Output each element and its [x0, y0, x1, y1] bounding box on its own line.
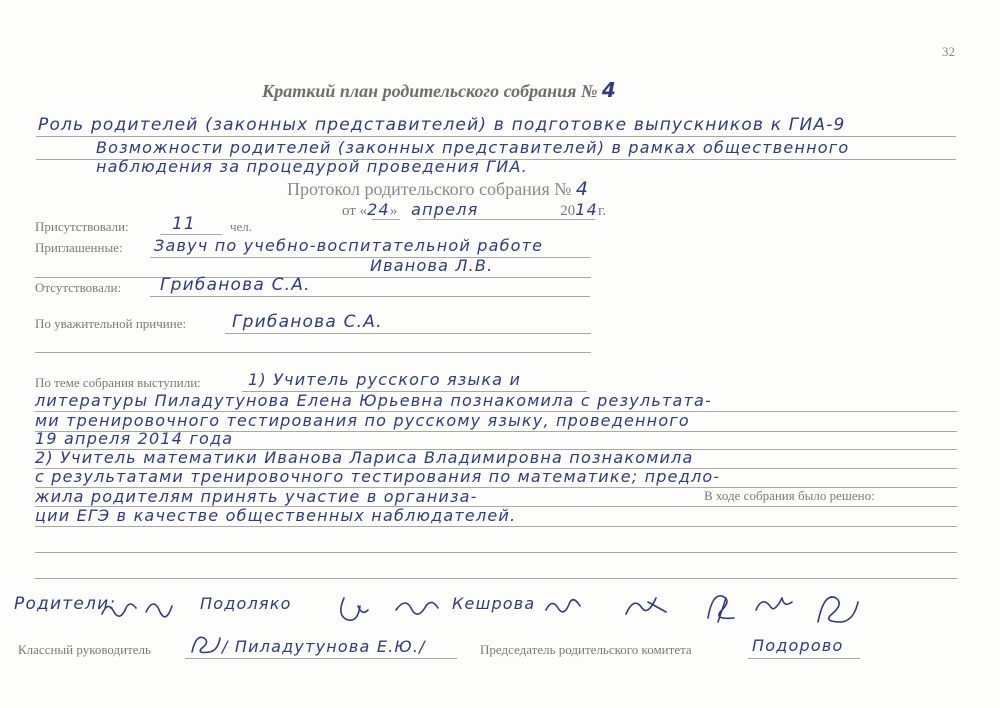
- rule: [35, 352, 591, 353]
- present-label: Присутствовали:: [35, 219, 129, 234]
- rule: [185, 658, 457, 659]
- speakers-label: По теме собрания выступили:: [35, 375, 201, 390]
- topic-line-3: наблюдения за процедурой проведения ГИА.: [96, 157, 528, 176]
- invited-label: Приглашенные:: [35, 240, 123, 255]
- absent-value: Грибанова С.А.: [160, 275, 311, 295]
- rule: [150, 296, 590, 297]
- topic-line-2: Возможности родителей (законных представителей) в рамках общественного: [96, 138, 850, 157]
- invited-line-2: Иванова Л.В.: [370, 256, 494, 275]
- speakers-line-2: ми тренировочного тестирования по русскому языку, проведенного: [35, 411, 690, 430]
- rule: [225, 333, 591, 334]
- speakers-last-line: ции ЕГЭ в качестве общественных наблюдателей.: [35, 506, 517, 525]
- date-month: апреля: [411, 200, 479, 219]
- plan-number: 4: [601, 78, 618, 102]
- rule: [748, 658, 860, 659]
- rule: [417, 219, 595, 220]
- protocol-title: [287, 178, 589, 200]
- absent-label: Отсутствовали:: [35, 280, 122, 295]
- speakers-line-6: жила родителям принять участие в организа-: [35, 487, 478, 506]
- parents-label: Родители:: [14, 594, 117, 614]
- date-mid: »: [389, 203, 398, 219]
- plan-title: [262, 78, 617, 102]
- date-year-suffix: 14: [575, 200, 598, 219]
- date-prefix: от «: [342, 203, 368, 219]
- protocol-date: [342, 200, 606, 220]
- present-unit: чел.: [230, 219, 253, 234]
- excused-label: По уважительной причине:: [35, 316, 187, 331]
- rule: [35, 526, 957, 527]
- rule: [160, 234, 222, 235]
- decision-label: В ходе собрания было решено:: [704, 488, 875, 503]
- present-value: 11: [172, 214, 197, 234]
- speakers-line-1: литературы Пиладутунова Елена Юрьевна познакомила с результата-: [35, 391, 712, 410]
- parents-signatures-image: [96, 588, 966, 634]
- class-teacher-signature-image: [188, 630, 222, 660]
- plan-title-text: Краткий план родительского собрания №: [262, 81, 598, 101]
- committee-chair-label: Председатель родительского комитета: [480, 642, 692, 657]
- speakers-line-3: 19 апреля 2014 года: [35, 429, 234, 448]
- protocol-number: 4: [575, 178, 590, 200]
- topic-line-1: Роль родителей (законных представителей) в подготовке выпускников к ГИА-9: [38, 115, 846, 135]
- speakers-line-5: с результатами тренировочного тестирования по математике; предло-: [35, 467, 721, 486]
- speakers-line-4: 2) Учитель математики Иванова Лариса Владимировна познакомила: [35, 448, 694, 467]
- committee-chair-value: Подорово: [752, 636, 844, 655]
- speakers-first-line: 1) Учитель русского языка и: [248, 370, 522, 389]
- class-teacher-value: / Пиладутунова Е.Ю./: [222, 637, 426, 656]
- parent-name-1: Подоляко: [200, 594, 292, 613]
- protocol-title-text: Протокол родительского собрания №: [287, 179, 572, 199]
- rule: [35, 277, 591, 278]
- date-day: 24: [367, 200, 390, 219]
- page-number: 32: [942, 44, 955, 59]
- date-end: г.: [597, 203, 607, 219]
- excused-value: Грибанова С.А.: [232, 312, 383, 332]
- date-year-prefix: 20: [560, 203, 576, 219]
- rule: [35, 578, 957, 579]
- class-teacher-label: Классный руководитель: [18, 642, 151, 657]
- rule: [372, 219, 400, 220]
- invited-line-1: Завуч по учебно-воспитательной работе: [154, 236, 544, 255]
- rule: [36, 136, 956, 137]
- parent-name-2: Кешрова: [452, 594, 536, 613]
- rule: [35, 552, 957, 553]
